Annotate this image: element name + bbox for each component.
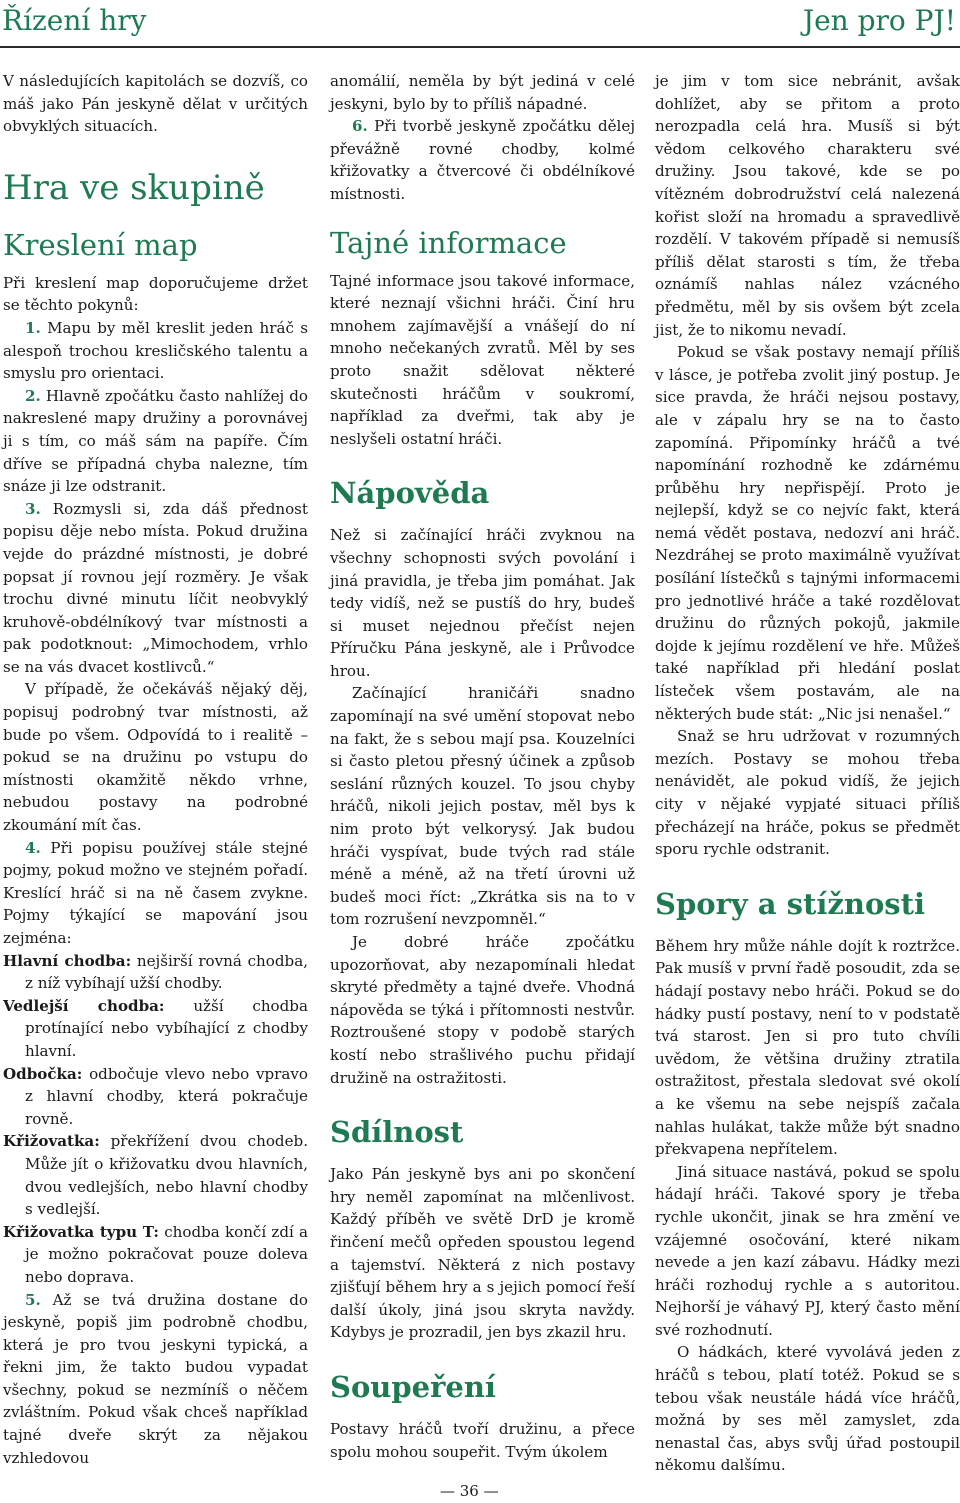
term-definition: užší chodba protínající nebo vybíhající z chodby hlavní.: [25, 996, 308, 1060]
section-heading-hint: Nápověda: [330, 476, 490, 511]
term-side-corridor: [3, 995, 308, 1063]
term-definition: překřížení dvou chodeb. Může jít o křižovatku dvou hlavních, dvou vedlejších, nebo hlavní chodby s vedlejší.: [25, 1132, 308, 1219]
rivalry-paragraph-2: Pokud se však postavy nemají příliš v lásce, je potřeba zvolit jiný postup. Je sice pravda, že hráči nejsou postavy, ale v zápalu hry se na to často zapomíná. Připomínky hráčů a tvé napomínání rozhodně ke zdárnému průběhu hry nepřispějí. Proto je nejlepší, když se co nejvíc fakt, která nemá vědět postava, nedozví ani hráč. Nezdráhej se proto maximálně využívat posílání lístečků s tajnými informacemi pro jednotlivé hráče a také rozdělovat družinu do různých pokojů, jakmile dojde k jejímu rozdělení ve hře. Můžeš také například při hledání poslat lísteček všem postavám, ale na některých bude stát: „Nic jsi nenašel.“: [655, 343, 960, 723]
rule-number: 6.: [352, 117, 368, 136]
continued-text: je jim v tom sice nebránit, avšak dohlížet, aby se přitom a proto nerozpadla celá hra. Musíš si být vědom celkového charakteru své družiny. Jsou takové, kde se po vítězném dobrodružství celá nalezená kořist složí na hromadu a spravedlivě rozdělí. V takovém případě si nemusíš příliš dělat starosti s tím, že třeba oznámíš nahlas nález vzácného předmětu, měl by sis ovšem být zcela jist, že to nikomu nevadí.: [655, 72, 960, 339]
page-header: [0, 0, 960, 48]
term-label: Křižovatka:: [3, 1132, 100, 1151]
column-3: [655, 70, 960, 1477]
maps-rule-1: [3, 317, 308, 385]
term-label: Vedlejší chodba:: [3, 996, 165, 1015]
maps-rule-3b: V případě, že očekáváš nějaký děj, popisuj podrobný tvar místnosti, až bude po všem. Odpovídá to i realitě – pokud se na družinu po vstupu do místnosti okamžitě někdo vrhne, nebudou postavy na podrobné zkoumání mít čas.: [3, 680, 308, 835]
page-number: — 36 —: [440, 1482, 499, 1500]
rule-number: 2.: [25, 386, 41, 405]
maps-rule-4: [3, 837, 308, 950]
section-heading-group-play: Hra ve skupině: [3, 167, 265, 208]
rivalry-paragraph: Postavy hráčů tvoří družinu, a přece spolu mohou soupeřit. Tvým úkolem: [330, 1419, 635, 1461]
continued-text: anomálií, neměla by být jediná v celé jeskyni, bylo by to příliš nápadné.: [330, 72, 635, 113]
rule-text: Až se tvá družina dostane do jeskyně, popiš jim podrobně chodbu, která je pro tvou jeskyni typická, a řekni jim, že takto budou vypadat všechny, pokud se nezmíníš o něčem zvláštním. Pokud však chceš například tajné dveře skrýt za nějakou vzhledovou: [3, 1290, 308, 1467]
rivalry-paragraph-3: Snaž se hru udržovat v rozumných mezích. Postavy se mohou třeba nenávidět, ale pokud vidíš, že jejich city v nějaké vypjaté situaci příliš přecházejí na hráče, pokus se předmět sporu rychle odstranit.: [655, 727, 960, 859]
rule-text: Při tvorbě jeskyně zpočátku dělej převážně rovné chodby, kolmé křižovatky a čtvercové či obdélníkové místnosti.: [330, 117, 635, 203]
chapter-title: Řízení hry: [2, 4, 147, 37]
section-heading-discretion: Sdílnost: [330, 1115, 464, 1150]
maps-intro: Při kreslení map doporučujeme držet se těchto pokynů:: [3, 273, 308, 315]
rule-number: 1.: [25, 318, 41, 337]
maps-rule-2: [3, 385, 308, 498]
hint-paragraph-1: Než si začínající hráči zvyknou na všechny schopnosti svých povolání i jiná pravidla, je třeba jim pomáhat. Jak tedy vidíš, než se pustíš do hry, budeš si muset nejednou přečíst nejen Příručku Pána jeskyně, ale i Průvodce hrou.: [330, 526, 635, 680]
rule-text: Rozmysli si, zda dáš přednost popisu děje nebo místa. Pokud družina vejde do prázdné místnosti, je dobré popsat jí rovnou její rozměry. Je však trochu divné minutu líčit neobvyklý kruhově-obdélníkový tvar místnosti a pak podotknout: „Mimochodem, vrhlo se na vás dvacet kostlivců.“: [3, 499, 308, 676]
rule-number: 4.: [25, 838, 41, 857]
disputes-paragraph-2: Jiná situace nastává, pokud se spolu hádají hráči. Takové spory je třeba rychle ukončit, jinak se hra změní ve vzájemné osočování, které nikam nevede a jen kazí zábavu. Hádky mezi hráči rozhoduj rychle a s autoritou. Nejhorší je váhavý PJ, který často mění své rozhodnutí.: [655, 1162, 960, 1339]
hint-paragraph-3: Je dobré hráče zpočátku upozorňovat, aby nezapomínali hledat skryté předměty a tajné dveře. Vhodná nápověda se týká i přítomnosti nestvůr. Roztroušené stopy v podobě starých kostí nebo strašlivého puchu přidají družině na ostražitosti.: [330, 933, 635, 1087]
hint-paragraph-2: Začínající hraničáři snadno zapomínají na své umění stopovat nebo na fakt, že s sebou mají psa. Kouzelníci si často pletou přesný účinek a způsob seslání různých kouzel. To jsou chyby hráčů, nikoli jejich postav, měl bys k nim proto být velkorysý. Jak budou hráči vyspívat, bude tvých rad stále méně a méně, až na třetí úrovni už budeš moci říct: „Zkrátka sis na to v tom rozrušení nevzpomněl.“: [330, 684, 635, 929]
column-1: [3, 70, 308, 1469]
disputes-paragraph-3: O hádkách, které vyvolává jeden z hráčů s tebou, platí totéž. Pokud se s tebou však neustále hádá více hráčů, možná by ses měl zamyslet, zda nenastal čas, abys svůj úřad postoupil někomu dalšímu.: [655, 1343, 960, 1475]
section-heading-maps: Kreslení map: [3, 227, 198, 262]
term-t-junction: [3, 1221, 308, 1289]
term-label: Hlavní chodba:: [3, 951, 132, 970]
section-heading-disputes: Spory a stížnosti: [655, 886, 926, 921]
rule-number: 3.: [25, 499, 41, 518]
section-heading-secret-info: Tajné informace: [330, 225, 567, 260]
rule-text: Hlavně zpočátku často nahlížej do nakreslené mapy družiny a porovnávej ji s tím, co máš sám na papíře. Čím dříve se případná chyba nalezne, tím snáze ji lze odstranit.: [3, 386, 308, 496]
maps-rule-5: [3, 1289, 308, 1470]
section-heading-rivalry: Soupeření: [330, 1369, 496, 1404]
secret-info-paragraph: Tajné informace jsou takové informace, které neznají všichni hráči. Činí hru mnohem zajímavější a vnášejí do ní mnoho nečekaných zvratů. Měl by ses proto snažit sdělovat některé skutečnosti hráčům v soukromí, například za dveřmi, tak aby je neslyšeli ostatní hráči.: [330, 271, 635, 448]
disputes-paragraph-1: Během hry může náhle dojít k roztržce. Pak musíš v první řadě posoudit, zda se hádají postavy nebo hráči. Pokud se do hádky pustí postavy, není to v podstatě tvá starost. Jen si pro tuto chvíli uvědom, že většina družiny ztratila ostražitost, přestala sledovat své okolí a ke všemu na sebe nejspíš začala nahlas hulákat, takže může být snadno překvapena nepřítelem.: [655, 936, 960, 1159]
term-definition: odbočuje vlevo nebo vpravo z hlavní chodby, která pokračuje rovně.: [25, 1064, 308, 1128]
maps-rule-6: [330, 115, 635, 205]
intro-paragraph: V následujících kapitolách se dozvíš, co máš jako Pán jeskyně dělat v určitých obvyklých situacích.: [3, 72, 308, 136]
maps-rule-3: [3, 498, 308, 679]
term-label: Křižovatka typu T:: [3, 1222, 160, 1241]
rule-text: Mapu by měl kreslit jeden hráč s alespoň trochou kresličského talentu a smyslu pro orientaci.: [3, 318, 308, 383]
rule-text: Při popisu používej stále stejné pojmy, pokud možno ve stejném pořadí. Kreslící hráč si na ně časem zvykne. Pojmy týkající se mapování jsou zejména:: [3, 838, 308, 947]
term-definition: chodba končí zdí a je možno pokračovat pouze doleva nebo doprava.: [25, 1222, 308, 1286]
rule-number: 5.: [25, 1290, 41, 1309]
discretion-paragraph: Jako Pán jeskyně bys ani po skončení hry neměl zapomínat na mlčenlivost. Každý příběh ve světě DrD je kromě řinčení mečů opředen spoustou legend a tajemství. Některá z nich postavy zjišťují během hry a s jejich pomocí řeší další úkoly, jiná jsou skryta navždy. Kdybys je prozradil, jen bys zkazil hru.: [330, 1165, 635, 1342]
column-2: [330, 70, 635, 1463]
term-main-corridor: [3, 950, 308, 995]
term-label: Odbočka:: [3, 1064, 83, 1083]
term-turn: [3, 1063, 308, 1131]
term-definition: nejširší rovná chodba, z níž vybíhají užší chodby.: [25, 951, 308, 993]
term-crossroads: [3, 1130, 308, 1220]
audience-note: Jen pro PJ!: [802, 4, 956, 37]
